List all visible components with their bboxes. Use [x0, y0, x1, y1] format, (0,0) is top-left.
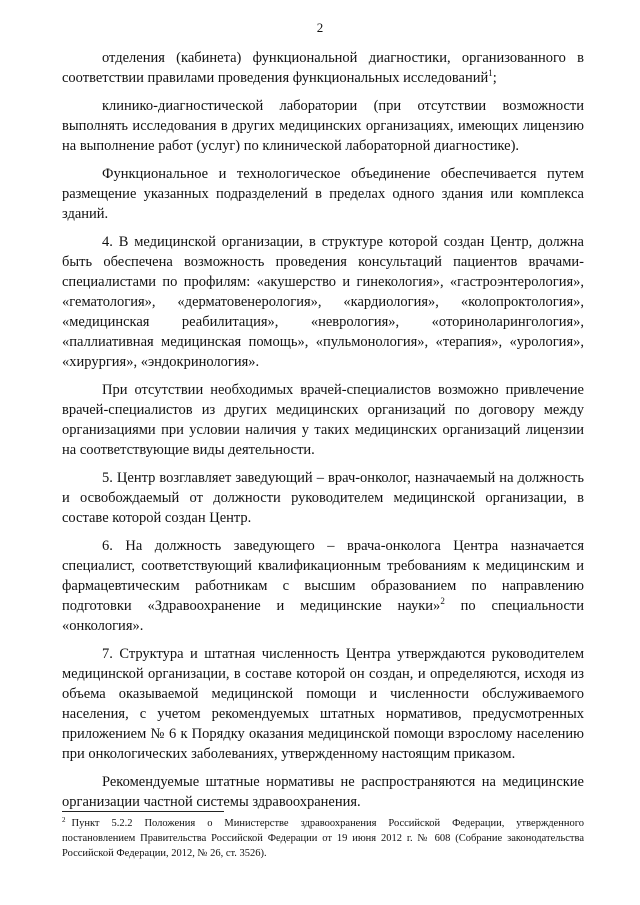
footnote-mark: 2 [62, 815, 66, 824]
paragraph-text-end: ; [492, 70, 497, 86]
paragraph-functional-union: Функциональное и технологическое объединение обеспечивается путем размещение указанных подразделений в пределах одного здания или комплекса зданий. [62, 166, 584, 222]
paragraph-item-4: 4. В медицинской организации, в структуре которой создан Центр, должна быть обеспечена возможность проведения консультаций пациентов врачами-специалистами по профилям: «акушерство и гинекология», «гастроэнтерология», «гематология», «дерматовенерология», «кардиология», «колопроктология», «медицинская реабилитация», «неврология», «оториноларингология», «паллиативная медицинская помощь», «пульмонология», «терапия», «урология», «хирургия», «эндокринология». [62, 234, 584, 370]
paragraph-item-5: 5. Центр возглавляет заведующий – врач-онколог, назначаемый на должность и освобождаемый от должности руководителем медицинской организации, в составе которой создан Центр. [62, 470, 584, 526]
paragraph-staff-norms: Рекомендуемые штатные нормативы не распространяются на медицинские организации частной системы здравоохранения. [62, 774, 584, 810]
footnote-ref-1: 1 [488, 68, 493, 79]
footnote-divider [62, 811, 224, 812]
paragraph-text: 6. На должность заведующего – врача-онколога Центра назначается специалист, соответствующий квалификационным требованиям к медицинским и фармацевтическим работникам с высшим образованием по направлению подготовки «Здравоохранение и медицинские науки» [62, 538, 584, 614]
document-body [62, 48, 584, 820]
paragraph-text: отделения (кабинета) функциональной диагностики, организованного в соответствии правилами проведения функциональных исследований [62, 50, 584, 86]
paragraph-item-6 [62, 536, 584, 636]
paragraph-item-7: 7. Структура и штатная численность Центра утверждаются руководителем медицинской организации, в составе которой он создан, и определяются, исходя из объема оказываемой медицинской помощи и численности обслуживаемого населения, с учетом рекомендуемых штатных нормативов, предусмотренных приложением № 6 к Порядку оказания медицинской помощи взрослому населению при онкологических заболеваниях, утвержденному настоящим приказом. [62, 646, 584, 762]
page-number: 2 [316, 20, 324, 35]
paragraph-text-end: по специальности «онкология». [62, 598, 584, 634]
footnote [62, 816, 584, 861]
footnote-text: Пункт 5.2.2 Положения о Министерстве здравоохранения Российской Федерации, утвержденного постановлением Правительства Российской Федерации от 19 июня 2012 г. № 608 (Собрание законодательства Российской Федерации, 2012, № 26, ст. 3526). [62, 818, 584, 859]
paragraph-specialists-absence: При отсутствии необходимых врачей-специалистов возможно привлечение врачей-специалистов из других медицинских организаций по договору между организациями при условии наличия у таких медицинских организаций лицензии на соответствующие виды деятельности. [62, 382, 584, 458]
footnote-ref-2: 2 [440, 596, 445, 607]
paragraph-functional-diagnostics [62, 48, 584, 88]
paragraph-clinical-lab: клинико-диагностической лаборатории (при отсутствии возможности выполнять исследования в других медицинских организациях, имеющих лицензию на выполнение работ (услуг) по клинической лабораторной диагностике). [62, 98, 584, 154]
